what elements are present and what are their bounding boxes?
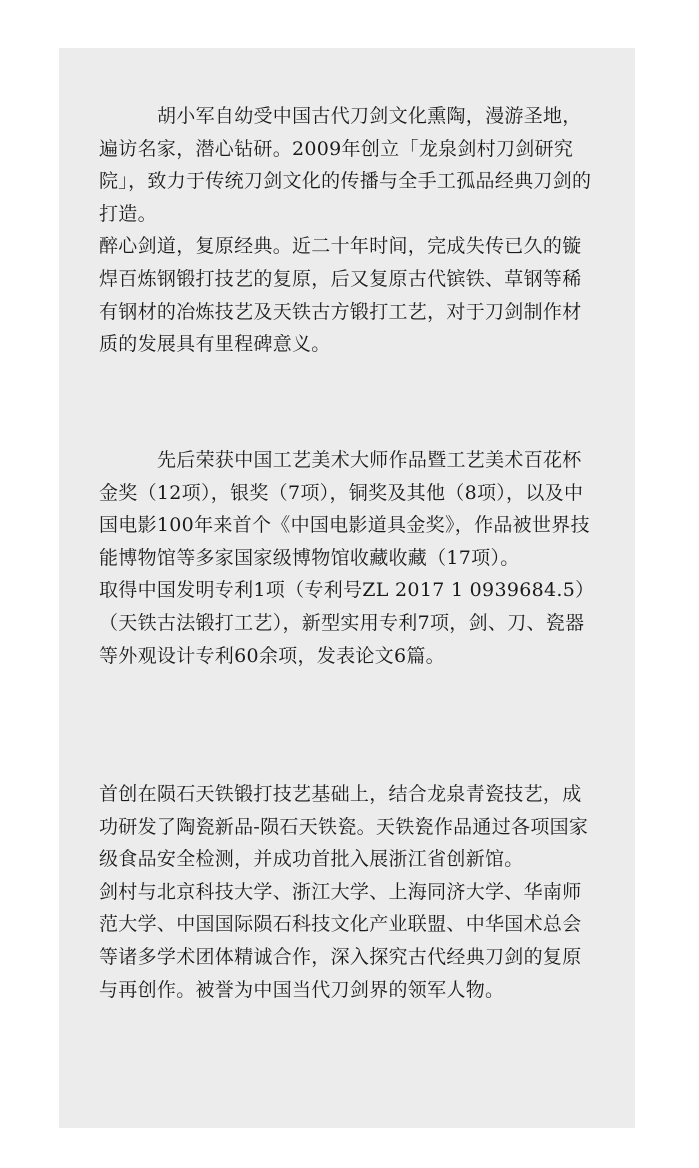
- awards-paragraph: 先后荣获中国工艺美术大师作品暨工艺美术百花杯金奖（12项），银奖（7项），铜奖及其他（8项），以及中国电影100年来首个《中国电影道具金奖》，作品被世界技能博物馆等多家国家级博物馆收藏收藏（17项）。: [99, 449, 590, 569]
- patents-paragraph: 取得中国发明专利1项（专利号ZL 2017 1 0939684.5）（天铁古法锻打工艺），新型实用专利7项，剑、刀、瓷器等外观设计专利60余项，发表论文6篇。: [99, 579, 595, 667]
- biography-section: [99, 100, 599, 361]
- meteorite-porcelain-paragraph: 首创在陨石天铁锻打技艺基础上，结合龙泉青瓷技艺，成功研发了陶瓷新品-陨石天铁瓷。天铁瓷作品通过各项国家级食品安全检测，并成功首批入展浙江省创新馆。: [99, 783, 589, 871]
- content-panel: [59, 48, 635, 1128]
- biography-intro-paragraph: 胡小军自幼受中国古代刀剑文化熏陶，漫游圣地，遍访名家，潜心钻研。2009年创立「龙泉剑村刀剑研究院」，致力于传统刀剑文化的传播与全手工孤品经典刀剑的打造。: [99, 105, 592, 225]
- awards-section: [99, 444, 599, 672]
- innovation-section: [99, 778, 599, 1006]
- restoration-paragraph: 醉心剑道，复原经典。近二十年时间，完成失传已久的镟焊百炼钢锻打技艺的复原，后又复原古代镔铁、草钢等稀有钢材的冶炼技艺及天铁古方锻打工艺，对于刀剑制作材质的发展具有里程碑意义。: [99, 235, 582, 356]
- cooperation-paragraph: 剑村与北京科技大学、浙江大学、上海同济大学、华南师范大学、中国国际陨石科技文化产业联盟、中华国术总会等诸多学术团体精诚合作，深入探究古代经典刀剑的复原与再创作。被誉为中国当代刀剑界的领军人物。: [99, 880, 582, 1001]
